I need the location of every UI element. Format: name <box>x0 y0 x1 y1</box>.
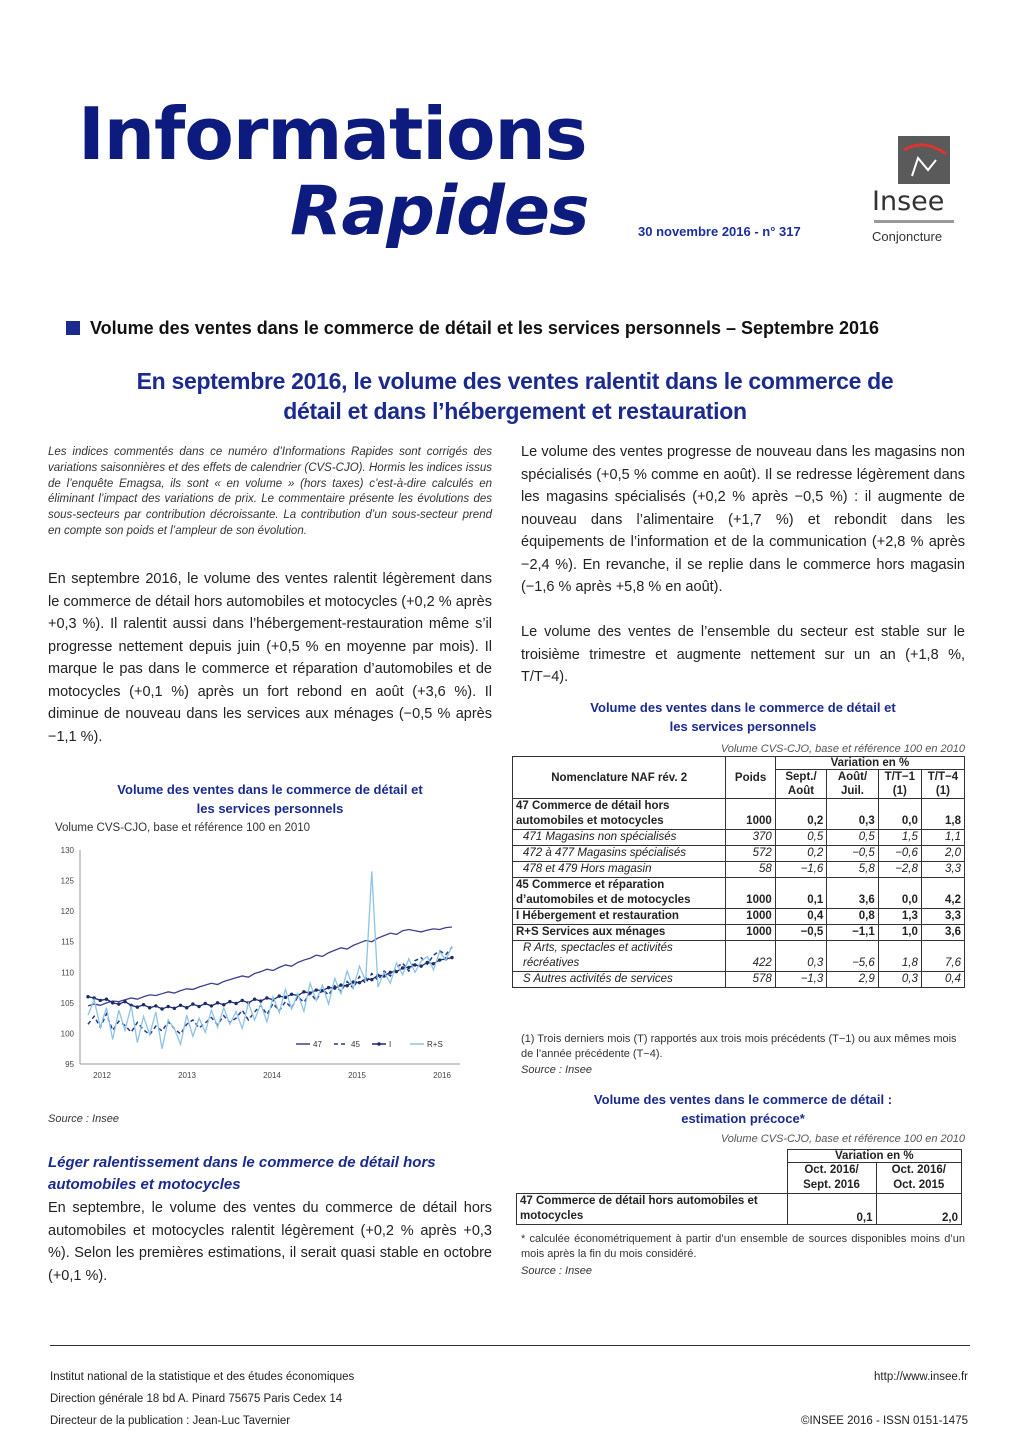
series-point-i <box>259 999 262 1002</box>
row-sept-aout: −1,6 <box>775 862 827 878</box>
legend-label: 47 <box>313 1040 322 1049</box>
series-point-i <box>99 999 102 1002</box>
row-sept-aout: 0,2 <box>775 799 827 830</box>
legend-label: R+S <box>427 1040 443 1049</box>
row-t-t1: −2,8 <box>878 862 921 878</box>
row-aout-juil: 3,6 <box>827 878 879 909</box>
row-label: 47 Commerce de détail hors automobiles et motocycles <box>513 799 726 830</box>
table1-body <box>513 799 965 988</box>
issue-date: 30 novembre 2016 - n° 317 <box>638 224 801 239</box>
x-tick-label: 2015 <box>348 1071 366 1080</box>
legend-dot <box>377 1042 381 1046</box>
row-t-t1: 0,3 <box>878 972 921 988</box>
paragraph-right-1: Le volume des ventes progresse de nouveau dans les magasins non spécialisés (+0,5 % comme en août). Il se redresse légèrement dans les magasins spécialisés (+0,2 % après −0,5 %) : il augmente de nouveau dans l’alimentaire (+1,7 %) et rebondit dans les équipements de l’information et de la communication (+2,8 % après −2,4 %). En revanche, il se replie dans le commerce hors magasin (−1,6 % après +5,8 % en août). <box>521 444 965 595</box>
y-tick-label: 105 <box>60 998 74 1008</box>
row-aout-juil: −1,1 <box>827 925 879 941</box>
table2-title-line-1: Volume des ventes dans le commerce de détail : <box>593 1092 893 1107</box>
y-tick-label: 95 <box>65 1060 74 1069</box>
headline-line-2: détail et dans l’hébergement et restauration <box>283 398 747 424</box>
chart-title-line-1: Volume des ventes dans le commerce de détail et <box>117 782 423 797</box>
footer-url[interactable]: http://www.insee.fr <box>874 1371 968 1383</box>
table-row <box>513 846 965 862</box>
table-row <box>513 862 965 878</box>
row-sept-aout: −1,3 <box>775 972 827 988</box>
series-point-i <box>389 971 392 974</box>
table1-title-line-2: les services personnels <box>669 719 817 734</box>
row-t-t4: 0,4 <box>921 972 964 988</box>
table2-note: * calculée économétriquement à partir d’un ensemble de sources disponibles moins d’un mois après la fin du mois considéré. <box>521 1233 965 1260</box>
row-poids: 578 <box>726 972 775 988</box>
footer-left <box>50 1366 354 1432</box>
row-aout-juil: 2,9 <box>827 972 879 988</box>
table2-th-oct-oct: Oct. 2016/ Oct. 2015 <box>876 1163 961 1194</box>
paragraph-1: En septembre 2016, le volume des ventes ralentit légèrement dans le commerce de détail hors automobiles et motocycles (+0,2 % après +0,3 %). Il ralentit aussi dans l’hébergement-restauration même s’il progresse nettement depuis juin (+0,5 % en moyenne par mois). Il marque le pas dans le commerce et réparation d’automobiles et de motocycles (+0,1 %) après un fort rebond en août (+3,6 %). Il diminue de nouveau dans les services aux ménages (−0,5 % après −1,1 %). <box>48 571 492 745</box>
headline-line-1: En septembre 2016, le volume des ventes ralentit dans le commerce de <box>136 368 894 394</box>
row-poids: 422 <box>726 941 775 972</box>
table2-th-variation: Variation en % <box>787 1150 962 1163</box>
row-t-t1: 1,3 <box>878 909 921 925</box>
series-point-i <box>167 1005 170 1008</box>
series-point-i <box>154 1004 157 1007</box>
intro-text: Les indices commentés dans ce numéro d’Informations Rapides sont corrigés des variations saisonnières et des effets de calendrier (CVS-CJO). Hormis les indices issus de l’enquête Emagsa, ils sont « en volume » (hors taxes) c’est-à-dire calculés en éliminant l’impact des variations de prix. Le commentaire présente les évolutions des sous-secteurs par contribution décroissante. La contribution d’un sous-secteur prend en compte son poids et l’ampleur de son évolution. <box>48 446 492 537</box>
series-point-i <box>216 1001 219 1004</box>
row-t-t1: 1,8 <box>878 941 921 972</box>
series-point-i <box>123 1000 126 1003</box>
table2-title <box>521 1090 965 1128</box>
table2-value-1: 0,1 <box>787 1194 876 1225</box>
series-point-i <box>222 1003 225 1006</box>
series-point-i <box>370 978 373 981</box>
series-point-i <box>117 1002 120 1005</box>
row-t-t1: −0,6 <box>878 846 921 862</box>
row-label: S Autres activités de services <box>513 972 726 988</box>
row-t-t1: 0,0 <box>878 878 921 909</box>
section2-heading-line-2: automobiles et motocycles <box>48 1176 241 1193</box>
logo-tag: Conjoncture <box>872 229 943 244</box>
series-line-rs <box>88 871 452 1048</box>
series-point-i <box>142 1003 145 1006</box>
y-tick-label: 110 <box>61 968 74 978</box>
footer-divider <box>50 1345 970 1346</box>
section2-paragraph: En septembre, le volume des ventes du commerce de détail hors automobiles et motocycles ralentit légèrement (+0,2 % après +0,3 %). Selon les premières estimations, il serait quasi stable en octobre (+0,1 %). <box>48 1200 492 1284</box>
series-point-i <box>173 1007 176 1010</box>
chart-title-line-2: les services personnels <box>196 801 344 816</box>
footer-spacer <box>801 1388 968 1410</box>
series-point-i <box>160 1007 163 1010</box>
series-point-i <box>234 1002 237 1005</box>
series-point-i <box>339 983 342 986</box>
series-point-i <box>148 1006 151 1009</box>
table-row <box>513 799 965 830</box>
th-sept-aout: Sept./ Août <box>775 770 827 799</box>
row-poids: 572 <box>726 846 775 862</box>
row-poids: 1000 <box>726 925 775 941</box>
series-point-i <box>419 964 422 967</box>
footer-copyright: ©INSEE 2016 - ISSN 0151-1475 <box>800 1415 968 1427</box>
row-sept-aout: 0,5 <box>775 830 827 846</box>
table2-subtitle: Volume CVS-CJO, base et référence 100 en 2010 <box>720 1133 965 1145</box>
table2-value-2: 2,0 <box>876 1194 961 1225</box>
series-point-i <box>407 966 410 969</box>
row-poids: 1000 <box>726 878 775 909</box>
row-aout-juil: −0,5 <box>827 846 879 862</box>
paragraph-right-2: Le volume des ventes de l’ensemble du secteur est stable sur le troisième trimestre et augmente nettement sur un an (+1,8 %, T/T−4). <box>521 624 965 685</box>
logo-name: Insee <box>872 186 945 217</box>
series-point-i <box>197 1005 200 1008</box>
table-row <box>513 972 965 988</box>
th-aout-juil: Août/ Juil. <box>827 770 879 799</box>
series-point-i <box>105 997 108 1000</box>
table2-empty-cell <box>517 1150 788 1194</box>
table-row <box>513 941 965 972</box>
y-tick-label: 115 <box>61 937 74 947</box>
table2 <box>516 1149 962 1225</box>
x-tick-label: 2012 <box>93 1071 111 1080</box>
row-t-t1: 1,0 <box>878 925 921 941</box>
row-t-t1: 1,5 <box>878 830 921 846</box>
row-sept-aout: 0,1 <box>775 878 827 909</box>
series-point-i <box>204 1002 207 1005</box>
series-point-i <box>241 999 244 1002</box>
row-t-t4: 1,1 <box>921 830 964 846</box>
series-point-i <box>86 995 89 998</box>
th-poids: Poids <box>726 757 775 799</box>
y-tick-label: 125 <box>60 876 74 886</box>
th-t-t4: T/T−4 (1) <box>921 770 964 799</box>
legend-label: 45 <box>351 1040 360 1049</box>
series-point-i <box>302 990 305 993</box>
table1-subtitle: Volume CVS-CJO, base et référence 100 en 2010 <box>720 743 965 755</box>
series-point-i <box>185 1006 188 1009</box>
row-sept-aout: −0,5 <box>775 925 827 941</box>
chart-source: Source : Insee <box>48 1113 119 1125</box>
row-t-t4: 3,6 <box>921 925 964 941</box>
row-label: I Hébergement et restauration <box>513 909 726 925</box>
row-t-t4: 1,8 <box>921 799 964 830</box>
series-point-i <box>450 956 453 959</box>
row-aout-juil: 0,3 <box>827 799 879 830</box>
row-aout-juil: 0,5 <box>827 830 879 846</box>
series-point-i <box>191 1002 194 1005</box>
series-point-i <box>253 997 256 1000</box>
series-point-i <box>327 986 330 989</box>
table-row <box>513 909 965 925</box>
y-tick-label: 130 <box>60 846 74 855</box>
table1-note: (1) Trois derniers mois (T) rapportés aux trois mois précédents (T−1) ou aux mêmes mois de l’année précédente (T−4). <box>521 1033 957 1060</box>
row-poids: 58 <box>726 862 775 878</box>
title-informations: Informations <box>78 92 587 176</box>
row-sept-aout: 0,4 <box>775 909 827 925</box>
table2-th-oct-sept: Oct. 2016/ Sept. 2016 <box>787 1163 876 1194</box>
row-label: R+S Services aux ménages <box>513 925 726 941</box>
y-tick-label: 120 <box>60 907 74 917</box>
table2-row-label: 47 Commerce de détail hors automobiles et motocycles <box>517 1194 788 1225</box>
series-point-i <box>179 1004 182 1007</box>
series-point-i <box>413 963 416 966</box>
row-t-t4: 3,3 <box>921 862 964 878</box>
series-point-i <box>345 984 348 987</box>
row-t-t4: 4,2 <box>921 878 964 909</box>
series-point-i <box>315 988 318 991</box>
row-poids: 1000 <box>726 799 775 830</box>
series-point-i <box>265 996 268 999</box>
table1-title-line-1: Volume des ventes dans le commerce de détail et <box>590 700 896 715</box>
row-aout-juil: −5,6 <box>827 941 879 972</box>
series-point-i <box>333 986 336 989</box>
series-point-i <box>308 991 311 994</box>
footer-line-1: Institut national de la statistique et des études économiques <box>50 1371 355 1383</box>
series-point-i <box>358 981 361 984</box>
series-point-i <box>395 970 398 973</box>
series-point-i <box>228 1000 231 1003</box>
table2-title-line-2: estimation précoce* <box>681 1111 805 1126</box>
logo-subline <box>874 220 954 223</box>
chart-subtitle: Volume CVS-CJO, base et référence 100 en 2010 <box>55 822 311 834</box>
row-t-t4: 3,3 <box>921 909 964 925</box>
th-t-t1: T/T−1 (1) <box>878 770 921 799</box>
subject-text: Volume des ventes dans le commerce de détail et les services personnels – Septembre 2016 <box>90 318 880 338</box>
table-row <box>513 925 965 941</box>
row-label: R Arts, spectacles et activités récréatives <box>513 941 726 972</box>
table1 <box>512 756 965 988</box>
row-label: 472 à 477 Magasins spécialisés <box>513 846 726 862</box>
insee-logo-icon <box>898 136 950 184</box>
footer-line-2: Direction générale 18 bd A. Pinard 75675 Paris Cedex 14 <box>50 1393 343 1405</box>
row-sept-aout: 0,3 <box>775 941 827 972</box>
row-label: 471 Magasins non spécialisés <box>513 830 726 846</box>
row-t-t1: 0,0 <box>878 799 921 830</box>
legend-label: I <box>389 1040 392 1049</box>
row-aout-juil: 0,8 <box>827 909 879 925</box>
row-label: 478 et 479 Hors magasin <box>513 862 726 878</box>
table1-source: Source : Insee <box>521 1064 592 1076</box>
th-variation: Variation en % <box>775 757 964 770</box>
section2-heading <box>48 1152 498 1196</box>
x-tick-label: 2013 <box>178 1071 196 1080</box>
footer-line-3: Directeur de la publication : Jean-Luc Tavernier <box>50 1415 291 1427</box>
y-tick-label: 100 <box>60 1029 74 1039</box>
x-tick-label: 2016 <box>433 1071 451 1080</box>
series-point-i <box>111 1001 114 1004</box>
headline <box>60 366 970 426</box>
row-sept-aout: 0,2 <box>775 846 827 862</box>
row-aout-juil: 5,8 <box>827 862 879 878</box>
row-poids: 1000 <box>726 909 775 925</box>
table-row <box>513 878 965 909</box>
section2-heading-line-1: Léger ralentissement dans le commerce de détail hors <box>48 1154 436 1171</box>
row-t-t4: 7,6 <box>921 941 964 972</box>
table2-source: Source : Insee <box>521 1265 592 1277</box>
row-t-t4: 2,0 <box>921 846 964 862</box>
row-poids: 370 <box>726 830 775 846</box>
subject-line <box>66 318 879 339</box>
row-label: 45 Commerce et réparation d’automobiles et de motocycles <box>513 878 726 909</box>
series-point-i <box>278 994 281 997</box>
th-nomenclature: Nomenclature NAF rév. 2 <box>513 757 726 799</box>
insee-logo <box>870 136 960 246</box>
bullet-square-icon <box>66 321 80 335</box>
table1-title <box>521 698 965 736</box>
title-rapides: Rapides <box>290 172 589 251</box>
x-tick-label: 2014 <box>263 1071 281 1080</box>
series-point-i <box>401 966 404 969</box>
series-point-i <box>136 1005 139 1008</box>
footer-right <box>801 1366 968 1432</box>
series-point-i <box>210 1004 213 1007</box>
table-row <box>513 830 965 846</box>
line-chart <box>48 842 468 1092</box>
chart-title <box>48 780 492 818</box>
series-point-i <box>290 993 293 996</box>
series-point-i <box>426 961 429 964</box>
series-point-i <box>438 958 441 961</box>
